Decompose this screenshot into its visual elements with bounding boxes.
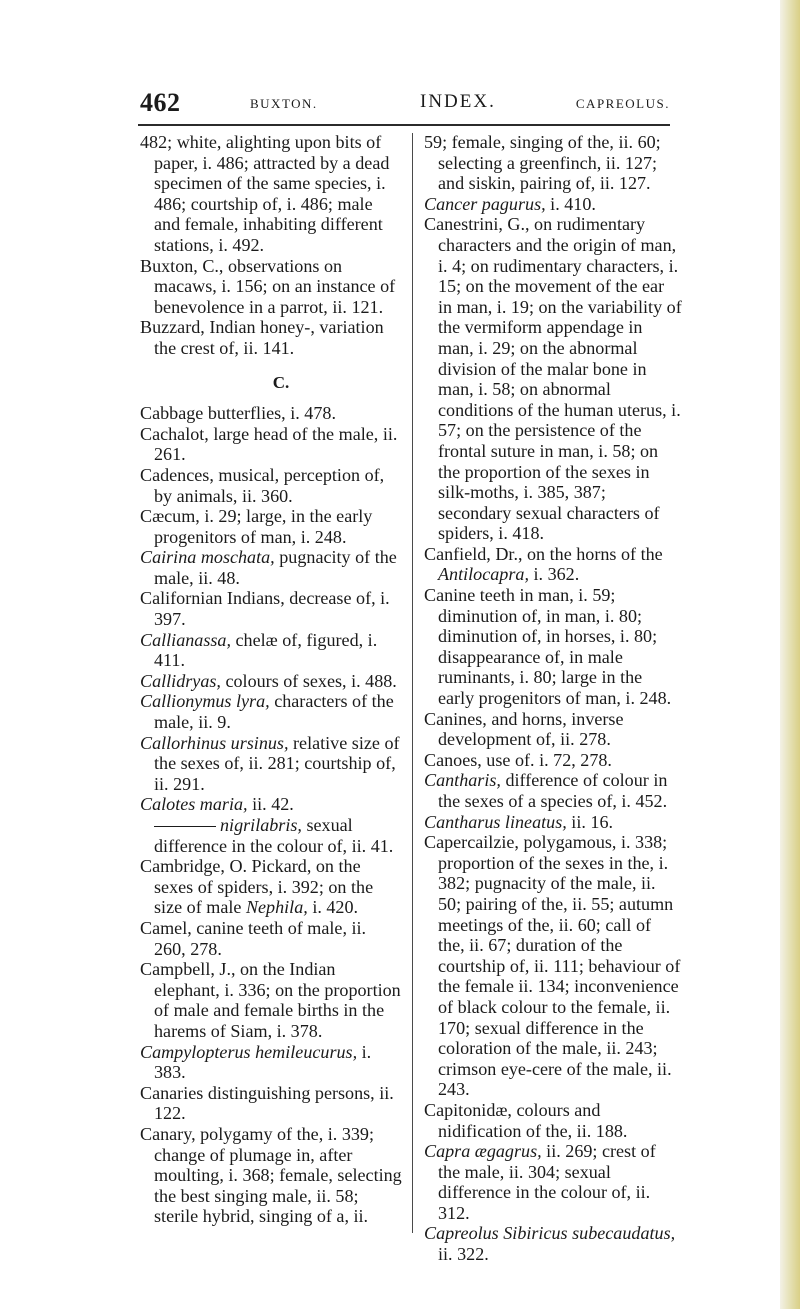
entry-text: Canary, polygamy of the, i. 339; change of plumage in, after moulting, i. 368; female, selecting the best singing male, ii. 58; sterile hybrid, singing of a, ii. — [140, 1123, 402, 1227]
entry-term-italic: Callianassa, — [140, 629, 231, 650]
header-rule — [138, 124, 670, 126]
entry-text: Cambridge, O. Pickard, on the sexes of spiders, i. 392; on the size of male — [140, 856, 374, 918]
index-entry — [140, 918, 402, 959]
entry-term-italic: Cantharus lineatus, — [424, 811, 567, 832]
index-entry — [140, 506, 402, 547]
index-entry — [424, 132, 682, 194]
entry-term-italic: Cairina moschata, — [140, 547, 275, 568]
index-entry — [140, 132, 402, 256]
entry-text: Capercailzie, polygamous, i. 338; proportion of the sexes in the, i. 382; pugnacity of the male, ii. 50; pairing of the, ii. 55; autumn meetings of the, ii. 60; call of the, ii. 67; duration of the courtship of, ii. 111; behaviour of the female ii. 134; inconvenience of black colour to the female, ii. 170; sexual difference in the coloration of the male, ii. 243; crimson eye-cere of the male, ii. 243. — [424, 832, 681, 1100]
index-entry — [140, 465, 402, 506]
index-entry — [140, 733, 402, 795]
entry-text: Canine teeth in man, i. 59; diminution of, in man, i. 80; diminution of, in horses, i. 80; disappearance of, in male ruminants, i. 80; large in the early progenitors of man, i. 248. — [424, 585, 672, 709]
entry-term-italic: Cantharis, — [424, 770, 501, 791]
index-entry — [140, 1083, 402, 1124]
repeat-dash — [154, 826, 216, 827]
index-entry — [424, 750, 682, 771]
section-letter: C. — [272, 372, 290, 392]
column-divider — [412, 133, 413, 1233]
index-entry — [140, 403, 402, 424]
entry-text: Buzzard, Indian honey-, variation the crest of, ii. 141. — [140, 317, 384, 358]
index-entry — [424, 1100, 682, 1141]
index-entry — [424, 832, 682, 1100]
entry-text: pugnacity of the male, ii. 48. — [154, 547, 397, 588]
index-entry — [140, 794, 402, 815]
entry-text: Canoes, use of. i. 72, 278. — [424, 749, 612, 770]
index-entry — [424, 194, 682, 215]
entry-text: Canines, and horns, inverse development of, ii. 278. — [424, 708, 624, 750]
entry-text: Canestrini, G., on rudimentary characters and the origin of man, i. 4; on rudimentary characters, i. 15; on the movement of the ear in man, i. 19; on the variability of the vermiform appendage in man, i. 29; on the abnormal division of the malar bone in man, i. 58; on abnormal conditions of the human uterus, i. 57; on the persistence of the frontal suture in man, i. 58; on the proportion of the sexes in silk-moths, i. 385, 387; secondary sexual characters of spiders, i. 418. — [424, 214, 682, 544]
index-entry — [140, 547, 402, 588]
entry-term-italic: Cancer pagurus, — [424, 193, 546, 214]
index-entry — [424, 1141, 682, 1223]
page-edge-shadow — [780, 0, 800, 1309]
entry-term-italic: Callionymus lyra, — [140, 691, 270, 712]
index-entry — [424, 709, 682, 750]
index-entry — [424, 585, 682, 709]
running-head-left: BUXTON. — [250, 96, 318, 111]
entry-text: i. 420. — [312, 897, 359, 918]
entry-text: Canaries distinguishing persons, ii. 122. — [140, 1082, 394, 1124]
index-entry — [140, 671, 402, 692]
entry-text: relative size of the sexes of, ii. 281; courtship of, ii. 291. — [154, 732, 400, 794]
entry-text: Buxton, C., observations on macaws, i. 156; on an instance of benevolence in a parrot, ii. 121. — [140, 255, 396, 317]
entry-text: Cachalot, large head of the male, ii. 261. — [140, 423, 398, 465]
entry-text: i. 362. — [533, 564, 580, 585]
entry-text: sexual difference in the colour of, ii. 41. — [154, 815, 394, 856]
index-entry — [140, 856, 402, 918]
index-entry — [140, 317, 402, 358]
index-column-left — [140, 132, 402, 1227]
index-entry — [140, 1042, 402, 1083]
entry-text: 59; female, singing of the, ii. 60; selecting a greenfinch, ii. 127; and siskin, pairing of, ii. 127. — [424, 132, 661, 194]
index-entry — [140, 588, 402, 629]
entry-text: Campbell, J., on the Indian elephant, i. 336; on the proportion of male and female births in the harems of Siam, i. 378. — [140, 959, 401, 1041]
entry-text: 482; white, alighting upon bits of paper, i. 486; attracted by a dead specimen of the same species, i. 486; courtship of, i. 486; male and female, inhabiting different stations, i. 492. — [140, 132, 390, 255]
entry-text: difference of colour in the sexes of a species of, i. 452. — [438, 770, 668, 811]
entry-text: characters of the male, ii. 9. — [154, 691, 394, 733]
index-entry — [140, 815, 402, 856]
page-header — [140, 88, 670, 124]
entry-term-italic: Capreolus Sibiricus subecaudatus, — [424, 1223, 676, 1244]
entry-text: Cadences, musical, perception of, by animals, ii. 360. — [140, 464, 385, 506]
entry-text: i. 410. — [550, 193, 596, 214]
entry-text: ii. 269; crest of the male, ii. 304; sexual difference in the colour of, ii. 312. — [438, 1141, 656, 1223]
index-entry — [424, 1223, 682, 1264]
entry-text: ii. 322. — [438, 1244, 489, 1265]
entry-text: i. 383. — [154, 1041, 372, 1083]
running-head-center: INDEX. — [420, 91, 496, 112]
index-entry — [140, 959, 402, 1041]
index-entry — [140, 256, 402, 318]
page-number: 462 — [140, 88, 181, 117]
index-entry — [140, 424, 402, 465]
entry-text: Canfield, Dr., on the horns of the — [424, 543, 663, 564]
entry-term-italic: nigrilabris, — [220, 815, 302, 835]
entry-term-italic: Antilocapra, — [438, 564, 529, 585]
entry-text: Cabbage butterflies, i. 478. — [140, 403, 336, 424]
entry-term-italic: Capra ægagrus, — [424, 1141, 542, 1162]
entry-term-italic: Calotes maria, — [140, 794, 248, 815]
index-entry — [424, 812, 682, 833]
running-head-right: CAPREOLUS. — [575, 96, 670, 111]
index-entry — [424, 544, 682, 585]
entry-text: chelæ of, figured, i. 411. — [154, 629, 378, 671]
entry-text: ii. 16. — [571, 811, 614, 832]
index-entry — [424, 214, 682, 544]
index-entry — [140, 691, 402, 732]
index-entry — [140, 630, 402, 671]
index-entry — [140, 1124, 402, 1227]
index-entry — [424, 770, 682, 811]
entry-text: ii. 42. — [252, 794, 294, 815]
entry-term-italic: Campylopterus hemileucurus, — [140, 1041, 358, 1062]
entry-term-italic: Callidryas, — [140, 670, 221, 691]
entry-term-italic: Nephila, — [245, 897, 308, 918]
entry-text: colours of sexes, i. 488. — [225, 670, 397, 691]
entry-text: Cæcum, i. 29; large, in the early progenitors of man, i. 248. — [140, 506, 373, 547]
index-column-right — [424, 132, 682, 1265]
entry-text: Camel, canine teeth of male, ii. 260, 278. — [140, 917, 367, 959]
entry-text: Capitonidæ, colours and nidification of the, ii. 188. — [424, 1099, 628, 1141]
entry-term-italic: Callorhinus ursinus, — [140, 732, 289, 753]
entry-text: Californian Indians, decrease of, i. 397. — [140, 588, 390, 630]
